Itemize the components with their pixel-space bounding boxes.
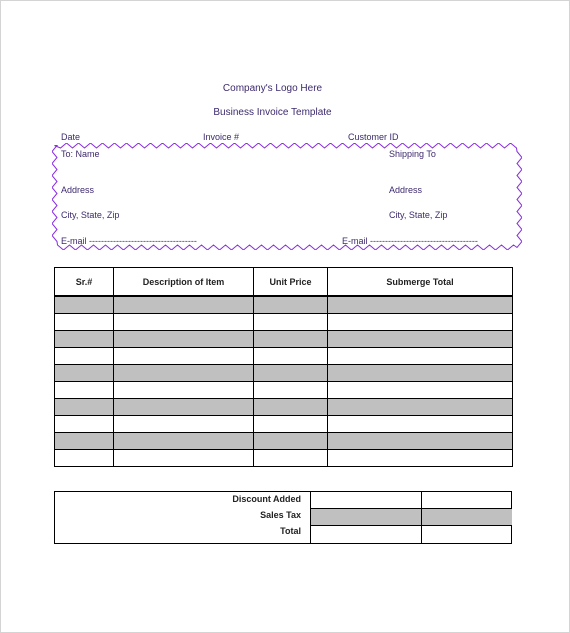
invoice-number-label: Invoice # bbox=[203, 132, 240, 142]
bill-to-email: E-mail ------------------------------------ bbox=[61, 236, 197, 246]
table-cell[interactable] bbox=[114, 348, 254, 365]
items-table bbox=[54, 267, 513, 467]
table-cell[interactable] bbox=[328, 365, 513, 382]
table-cell[interactable] bbox=[328, 382, 513, 399]
sales-tax-value[interactable] bbox=[310, 509, 421, 526]
table-cell[interactable] bbox=[114, 382, 254, 399]
column-header-sr: Sr.# bbox=[55, 268, 114, 297]
sales-tax-extra[interactable] bbox=[421, 509, 512, 526]
ship-to-address: Address bbox=[389, 185, 423, 195]
table-cell[interactable] bbox=[55, 348, 114, 365]
table-cell[interactable] bbox=[328, 416, 513, 433]
table-cell[interactable] bbox=[328, 399, 513, 416]
table-row bbox=[55, 348, 513, 365]
totals-box bbox=[54, 491, 512, 544]
table-cell[interactable] bbox=[114, 399, 254, 416]
table-cell[interactable] bbox=[55, 365, 114, 382]
table-cell[interactable] bbox=[55, 433, 114, 450]
table-cell[interactable] bbox=[254, 433, 328, 450]
ship-to-email: E-mail ------------------------------------ bbox=[342, 236, 478, 246]
table-cell[interactable] bbox=[55, 450, 114, 467]
table-cell[interactable] bbox=[254, 416, 328, 433]
items-table-body bbox=[55, 296, 513, 467]
table-cell[interactable] bbox=[328, 314, 513, 331]
table-cell[interactable] bbox=[328, 348, 513, 365]
table-row bbox=[55, 450, 513, 467]
column-header-submerge-total: Submerge Total bbox=[328, 268, 513, 297]
discount-added-value[interactable] bbox=[310, 492, 421, 509]
ship-to-title: Shipping To bbox=[389, 149, 436, 159]
total-label: Total bbox=[280, 526, 301, 536]
table-cell[interactable] bbox=[55, 382, 114, 399]
table-row bbox=[55, 296, 513, 314]
table-cell[interactable] bbox=[114, 416, 254, 433]
table-cell[interactable] bbox=[254, 450, 328, 467]
table-cell[interactable] bbox=[328, 433, 513, 450]
column-header-unit-price: Unit Price bbox=[254, 268, 328, 297]
wavy-border bbox=[52, 143, 522, 250]
wavy-border-path bbox=[52, 143, 522, 250]
address-box bbox=[52, 143, 522, 250]
items-table-header-row bbox=[55, 268, 513, 297]
table-cell[interactable] bbox=[114, 314, 254, 331]
table-row bbox=[55, 382, 513, 399]
table-row bbox=[55, 433, 513, 450]
table-cell[interactable] bbox=[254, 382, 328, 399]
table-cell[interactable] bbox=[254, 348, 328, 365]
bill-to-city: City, State, Zip bbox=[61, 210, 120, 220]
customer-id-label: Customer ID bbox=[348, 132, 399, 142]
column-header-description: Description of Item bbox=[114, 268, 254, 297]
table-cell[interactable] bbox=[254, 365, 328, 382]
table-row bbox=[55, 331, 513, 348]
total-extra[interactable] bbox=[421, 526, 512, 543]
table-cell[interactable] bbox=[55, 399, 114, 416]
table-cell[interactable] bbox=[114, 450, 254, 467]
table-cell[interactable] bbox=[254, 399, 328, 416]
table-row bbox=[55, 365, 513, 382]
discount-added-extra[interactable] bbox=[421, 492, 512, 509]
table-cell[interactable] bbox=[254, 314, 328, 331]
bill-to-address: Address bbox=[61, 185, 95, 195]
table-cell[interactable] bbox=[114, 433, 254, 450]
discount-added-label: Discount Added bbox=[232, 494, 301, 504]
table-cell[interactable] bbox=[328, 296, 513, 314]
total-value[interactable] bbox=[310, 526, 421, 543]
company-logo-placeholder: Company's Logo Here bbox=[222, 83, 323, 94]
ship-to-city: City, State, Zip bbox=[389, 210, 448, 220]
table-row bbox=[55, 416, 513, 433]
sales-tax-label: Sales Tax bbox=[260, 510, 301, 520]
table-cell[interactable] bbox=[55, 314, 114, 331]
table-cell[interactable] bbox=[254, 331, 328, 348]
table-cell[interactable] bbox=[114, 331, 254, 348]
table-row bbox=[55, 314, 513, 331]
bill-to-name: To: Name bbox=[61, 149, 100, 159]
table-cell[interactable] bbox=[328, 450, 513, 467]
table-cell[interactable] bbox=[328, 331, 513, 348]
date-label: Date bbox=[61, 132, 81, 142]
table-cell[interactable] bbox=[114, 296, 254, 314]
table-cell[interactable] bbox=[114, 365, 254, 382]
table-cell[interactable] bbox=[55, 296, 114, 314]
table-row bbox=[55, 399, 513, 416]
table-cell[interactable] bbox=[55, 331, 114, 348]
table-cell[interactable] bbox=[254, 296, 328, 314]
document-title: Business Invoice Template bbox=[213, 107, 332, 118]
table-cell[interactable] bbox=[55, 416, 114, 433]
